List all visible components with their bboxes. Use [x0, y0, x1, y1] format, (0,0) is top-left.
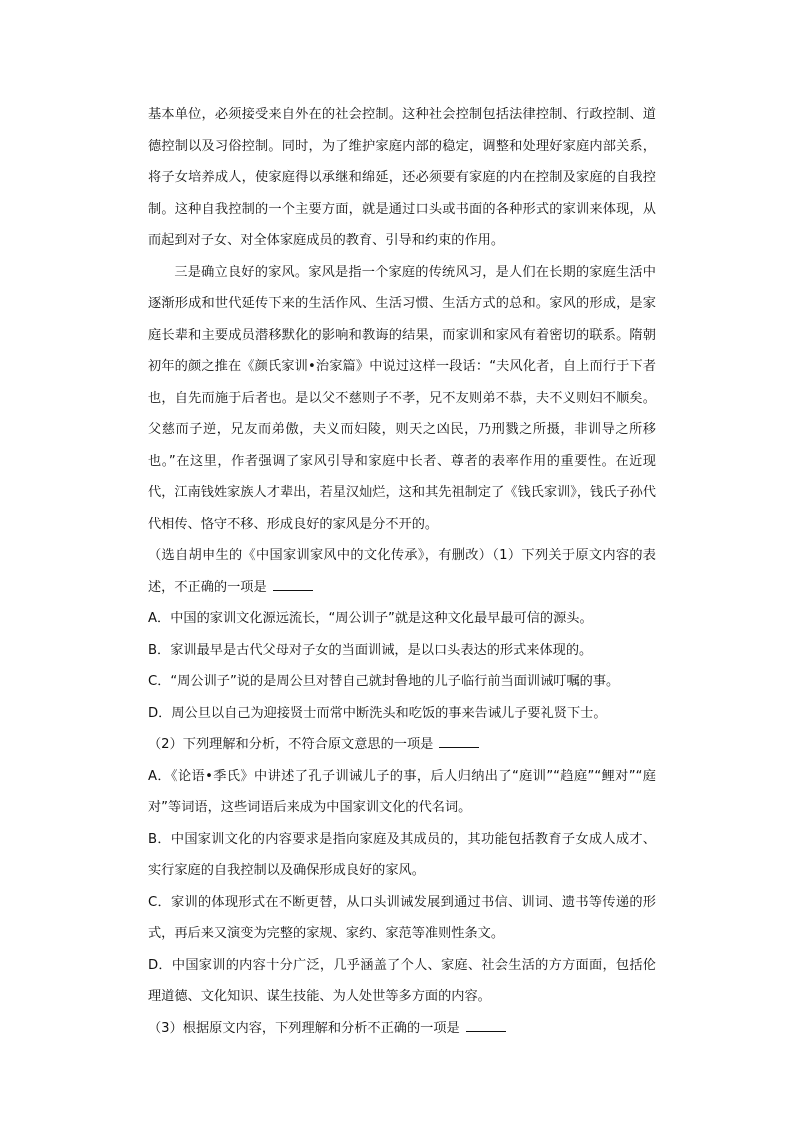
- q1-option-a: A．中国的家训文化源远流长，“周公训子”就是这种文化最早最可信的源头。: [148, 611, 593, 626]
- q2-option-d: D．中国家训的内容十分广泛，几乎涵盖了个人、家庭、社会生活的方方面面，包括伦理道德、文化知识、谋生技能、为人处世等多方面的内容。: [148, 957, 656, 1004]
- document-content: [148, 99, 656, 1044]
- q1-option-b: B．家训最早是古代父母对子女的当面训诫，是以口头表达的形式来体现的。: [148, 642, 593, 658]
- question-3: [148, 1013, 656, 1045]
- question-2-stem: （2）下列理解和分析，不符合原文意思的一项是: [148, 737, 434, 752]
- q1-option-d: D．周公旦以自己为迎接贤士而常中断洗头和吃饭的事来告诫儿子要礼贤下士。: [148, 705, 607, 721]
- question-3-stem: （3）根据原文内容，下列理解和分析不正确的一项是: [148, 1020, 460, 1036]
- question-2: [148, 729, 656, 761]
- q2-option-c: C．家训的体现形式在不断更替，从口头训诫发展到通过书信、训词、遗书等传递的形式，再后来又演变为完整的家规、家约、家范等准则性条文。: [148, 894, 656, 941]
- question-1-stem: （选自胡申生的《中国家训家风中的文化传承》，有删改）（1）下列关于原文内容的表述，不正确的一项是: [148, 548, 656, 595]
- passage-paragraph-2: 三是确立良好的家风。家风是指一个家庭的传统风习，是人们在长期的家庭生活中逐渐形成和世代延传下来的生活作风、生活习惯、生活方式的总和。家风的形成，是家庭长辈和主要成员潜移默化的影响和教诲的结果，而家训和家风有着密切的联系。隋朝初年的颜之推在《颜氏家训•治家篇》中说过这样一段话：“夫风化者，自上而行于下者也，自先而施于后者也。是以父不慈则子不孝，兄不友则弟不恭，夫不义则妇不顺矣。父慈而子逆，兄友而弟傲，夫义而妇陵，则天之凶民，乃刑戮之所摄，非训导之所移也。”在这里，作者强调了家风引导和家庭中长者、尊者的表率作用的重要性。在近现代，江南钱姓家族人才辈出，若星汉灿烂，这和其先祖制定了《钱氏家训》，钱氏子孙代代相传、恪守不移、形成良好的家风是分不开的。: [148, 264, 656, 532]
- passage-paragraph-1: 基本单位，必须接受来自外在的社会控制。这种社会控制包括法律控制、行政控制、道德控制以及习俗控制。同时，为了维护家庭内部的稳定，调整和处理好家庭内部关系，将子女培养成人，使家庭得以承继和绵延，还必须要有家庭的内在控制及家庭的自我控制。这种自我控制的一个主要方面，就是通过口头或书面的各种形式的家训来体现，从而起到对子女、对全体家庭成员的教育、引导和约束的作用。: [148, 107, 656, 248]
- source-and-question-1: [148, 540, 656, 603]
- q1-option-c: C．“周公训子”说的是周公旦对替自己就封鲁地的儿子临行前当面训诫叮嘱的事。: [148, 674, 620, 689]
- q2-option-b: B．中国家训文化的内容要求是指向家庭及其成员的，其功能包括教育子女成人成才、实行家庭的自我控制以及确保形成良好的家风。: [148, 831, 656, 878]
- q2-option-a: A．《论语•季氏》中讲述了孔子训诫儿子的事，后人归纳出了“庭训”“趋庭”“鲤对”“庭对”等词语，这些词语后来成为中国家训文化的代名词。: [148, 768, 656, 815]
- answer-blank-2[interactable]: [439, 733, 479, 748]
- answer-blank-1[interactable]: [273, 576, 313, 591]
- answer-blank-3[interactable]: [466, 1017, 506, 1032]
